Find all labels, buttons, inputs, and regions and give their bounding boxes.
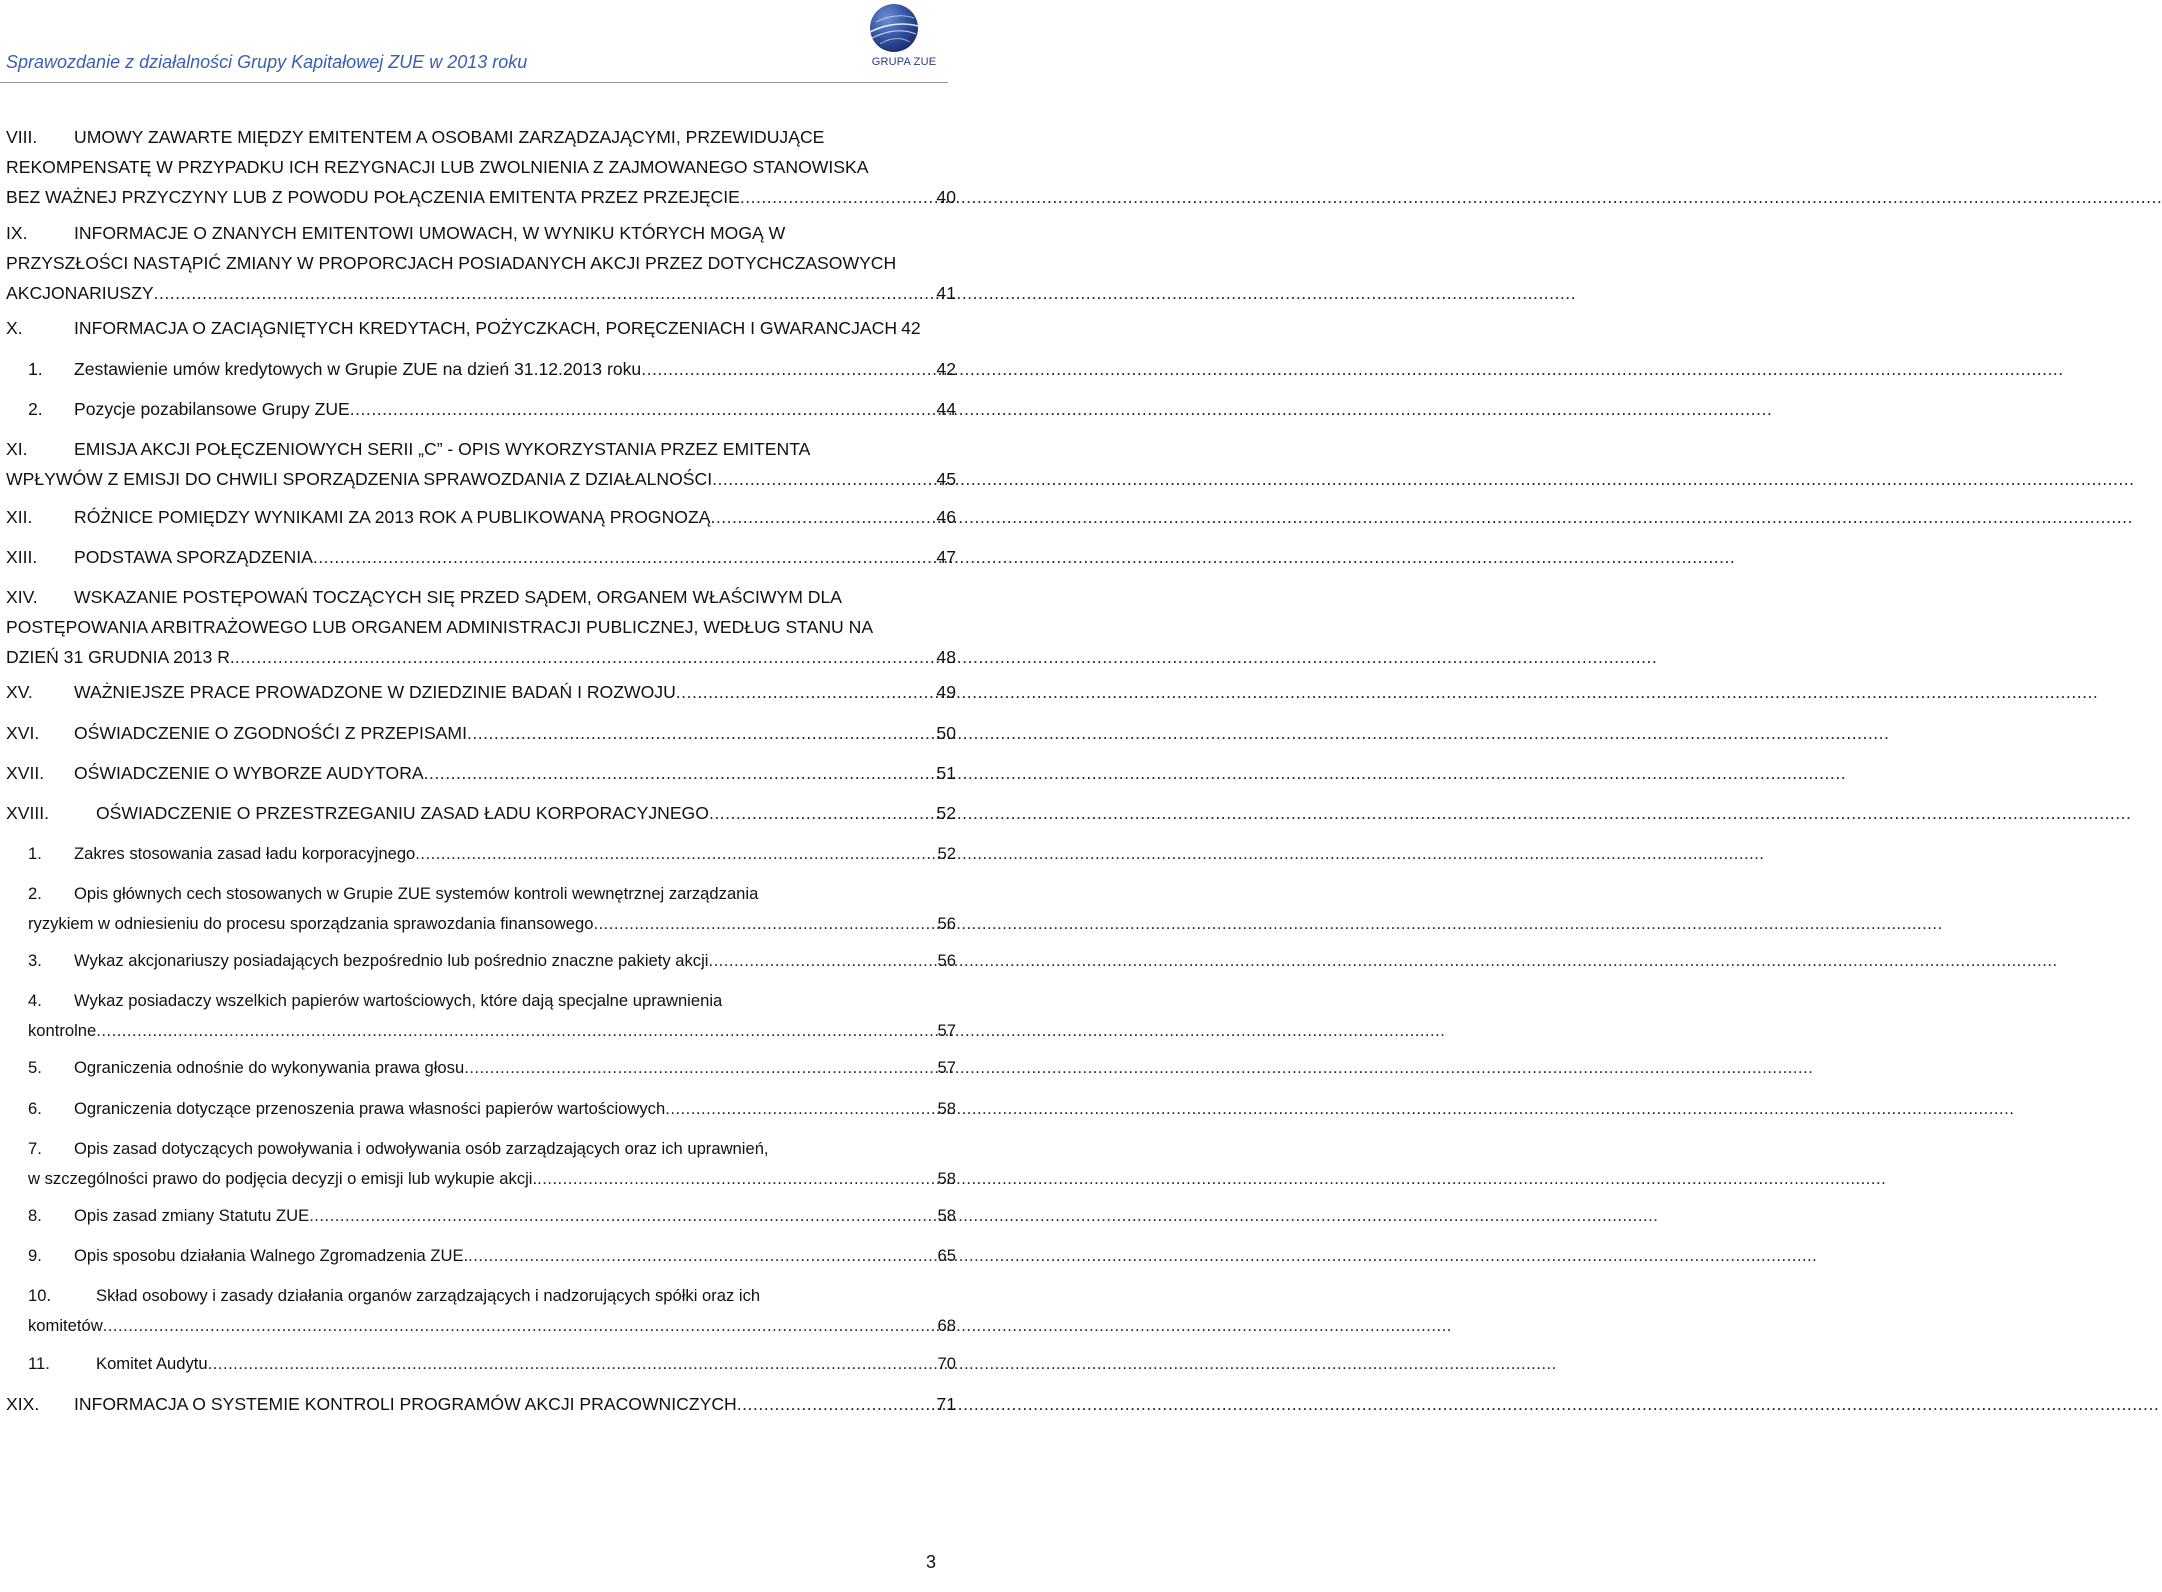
toc-entry-text: Pozycje pozabilansowe Grupy ZUE bbox=[74, 399, 350, 419]
toc-page-number: 40 bbox=[936, 187, 956, 207]
toc-entry[interactable] bbox=[6, 122, 956, 212]
toc-entry-text: OŚWIADCZENIE O PRZESTRZEGANIU ZASAD ŁADU KORPORACYJNEGO bbox=[96, 803, 709, 823]
logo-text: GRUPA ZUE bbox=[871, 56, 937, 68]
toc-leader-dots bbox=[593, 909, 932, 939]
toc-entry[interactable] bbox=[28, 946, 956, 976]
toc-page-number: 42 bbox=[936, 359, 956, 379]
toc-entry[interactable] bbox=[6, 758, 956, 788]
toc-page-number: 65 bbox=[937, 1246, 956, 1265]
toc-entry-text: ryzykiem w odniesieniu do procesu sporządzania sprawozdania finansowego bbox=[28, 914, 594, 933]
toc-entry-text: Komitet Audytu bbox=[96, 1354, 208, 1373]
toc-page-number: 51 bbox=[936, 763, 956, 783]
toc-page-number: 57 bbox=[937, 1058, 956, 1077]
toc-page-number: 56 bbox=[937, 951, 956, 970]
toc-entry[interactable] bbox=[6, 582, 956, 672]
toc-page-number: 41 bbox=[936, 283, 956, 303]
toc-leader-dots bbox=[712, 464, 932, 494]
toc-leader-dots bbox=[96, 1016, 932, 1046]
toc-entry-text: PODSTAWA SPORZĄDZENIA bbox=[74, 547, 313, 567]
toc-entry[interactable] bbox=[28, 1349, 956, 1379]
header-title: Sprawozdanie z działalności Grupy Kapitałowej ZUE w 2013 roku bbox=[6, 52, 528, 72]
toc-page-number: 49 bbox=[936, 682, 956, 702]
toc-page-number: 42 bbox=[901, 318, 921, 338]
toc-leader-dots bbox=[641, 354, 932, 384]
toc-entry[interactable] bbox=[28, 1241, 956, 1271]
toc-entry[interactable] bbox=[6, 798, 956, 828]
toc-entry-text: BEZ WAŻNEJ PRZYCZYNY LUB Z POWODU POŁĄCZENIA EMITENTA PRZEZ PRZEJĘCIE bbox=[6, 187, 740, 207]
toc-entry-number: 7. bbox=[28, 1139, 42, 1158]
toc-entry-text: Skład osobowy i zasady działania organów zarządzających i nadzorujących spółki oraz ich bbox=[96, 1286, 761, 1305]
toc-entry[interactable] bbox=[28, 986, 956, 1046]
toc-page-number: 57 bbox=[937, 1021, 956, 1040]
toc-leader-dots bbox=[710, 502, 932, 532]
toc-entry[interactable] bbox=[6, 313, 956, 343]
toc-entry[interactable] bbox=[28, 354, 956, 384]
toc-entry-text: UMOWY ZAWARTE MIĘDZY EMITENTEM A OSOBAMI ZARZĄDZAJĄCYMI, PRZEWIDUJĄCE bbox=[74, 127, 825, 147]
toc-entry-text: Ograniczenia dotyczące przenoszenia prawa własności papierów wartościowych bbox=[74, 1099, 666, 1118]
toc-entry-text: Ograniczenia odnośnie do wykonywania prawa głosu bbox=[74, 1058, 465, 1077]
toc-entry[interactable] bbox=[6, 718, 956, 748]
toc-entry[interactable] bbox=[28, 1201, 956, 1231]
toc-entry[interactable] bbox=[28, 394, 956, 424]
toc-entry-text: Zestawienie umów kredytowych w Grupie ZUE na dzień 31.12.2013 roku bbox=[74, 359, 642, 379]
toc-entry-number: 4. bbox=[28, 991, 42, 1010]
toc-entry-text: WAŻNIEJSZE PRACE PROWADZONE W DZIEDZINIE BADAŃ I ROZWOJU bbox=[74, 682, 676, 702]
toc-entry-text: komitetów bbox=[28, 1316, 103, 1335]
toc-leader-dots bbox=[309, 1201, 932, 1231]
toc-leader-dots bbox=[676, 677, 932, 707]
toc-leader-dots bbox=[665, 1094, 932, 1124]
toc-leader-dots bbox=[208, 1349, 932, 1379]
toc-leader-dots bbox=[467, 718, 932, 748]
globe-logo-icon bbox=[866, 2, 922, 58]
toc-leader-dots bbox=[415, 839, 932, 869]
toc-page-number: 50 bbox=[936, 723, 956, 743]
toc-page-number: 52 bbox=[937, 844, 956, 863]
toc-entry-number: XVIII. bbox=[6, 803, 50, 823]
toc-entry-text: Opis zasad dotyczących powoływania i odwoływania osób zarządzających oraz ich uprawnień, bbox=[74, 1139, 769, 1158]
toc-entry-number: XVII. bbox=[6, 763, 45, 783]
toc-entry[interactable] bbox=[28, 1053, 956, 1083]
toc-entry-number: 1. bbox=[28, 844, 42, 863]
toc-entry-text: EMISJA AKCJI POŁĘCZENIOWYCH SERII „C” - OPIS WYKORZYSTANIA PRZEZ EMITENTA bbox=[74, 439, 811, 459]
page-number: 3 bbox=[926, 1552, 937, 1572]
header-divider bbox=[0, 82, 948, 83]
toc-entry-number: 10. bbox=[28, 1286, 52, 1305]
toc-page-number: 47 bbox=[936, 547, 956, 567]
toc-entry-number: X. bbox=[6, 318, 23, 338]
toc-entry-number: 1. bbox=[28, 359, 43, 379]
grupa-zue-logo bbox=[858, 2, 948, 74]
toc-leader-dots bbox=[424, 758, 932, 788]
toc-page-number: 45 bbox=[936, 469, 956, 489]
toc-leader-dots bbox=[464, 1053, 932, 1083]
toc-entry[interactable] bbox=[28, 1281, 956, 1341]
toc-page-number: 52 bbox=[936, 803, 956, 823]
toc-entry[interactable] bbox=[28, 1094, 956, 1124]
toc-leader-dots bbox=[708, 946, 932, 976]
toc-entry-number: 3. bbox=[28, 951, 42, 970]
toc-entry-number: 11. bbox=[28, 1354, 50, 1373]
toc-entry-text: w szczególności prawo do podjęcia decyzji o emisji lub wykupie akcji. bbox=[28, 1169, 538, 1188]
toc-entry-text: Wykaz posiadaczy wszelkich papierów wartościowych, które dają specjalne uprawnienia bbox=[74, 991, 723, 1010]
toc-entry-text: kontrolne bbox=[28, 1021, 97, 1040]
toc-entry-number: IX. bbox=[6, 223, 28, 243]
toc-entry-text: POSTĘPOWANIA ARBITRAŻOWEGO LUB ORGANEM ADMINISTRACJI PUBLICZNEJ, WEDŁUG STANU NA bbox=[6, 617, 874, 637]
toc-page-number: 71 bbox=[936, 1394, 956, 1414]
toc-entry-text: AKCJONARIUSZY bbox=[6, 283, 154, 303]
toc-entry-number: 5. bbox=[28, 1058, 42, 1077]
toc-entry-number: 9. bbox=[28, 1246, 42, 1265]
toc-leader-dots bbox=[313, 542, 932, 572]
toc-entry[interactable] bbox=[6, 1389, 956, 1419]
toc-entry[interactable] bbox=[28, 879, 956, 939]
toc-page-number: 48 bbox=[936, 647, 956, 667]
toc-entry[interactable] bbox=[6, 434, 956, 494]
toc-page-number: 56 bbox=[937, 914, 956, 933]
toc-leader-dots bbox=[709, 798, 932, 828]
toc-page-number: 44 bbox=[936, 399, 956, 419]
toc-entry-text: REKOMPENSATĘ W PRZYPADKU ICH REZYGNACJI LUB ZWOLNIENIA Z ZAJMOWANEGO STANOWISKA bbox=[6, 157, 869, 177]
toc-entry[interactable] bbox=[6, 502, 956, 532]
toc-leader-dots bbox=[737, 1389, 932, 1419]
toc-entry[interactable] bbox=[28, 839, 956, 869]
toc-entry[interactable] bbox=[6, 218, 956, 308]
toc-entry-text: OŚWIADCZENIE O WYBORZE AUDYTORA bbox=[74, 763, 424, 783]
toc-entry-text: DZIEŃ 31 GRUDNIA 2013 R. bbox=[6, 647, 235, 667]
toc-entry[interactable] bbox=[6, 542, 956, 572]
toc-entry[interactable] bbox=[28, 1134, 956, 1194]
toc-page-number: 70 bbox=[937, 1354, 956, 1373]
toc-entry-text: OŚWIADCZENIE O ZGODNOŚĆI Z PRZEPISAMI bbox=[74, 723, 467, 743]
toc-entry-text: Opis głównych cech stosowanych w Grupie ZUE systemów kontroli wewnętrznej zarządzania bbox=[74, 884, 759, 903]
toc-page-number: 46 bbox=[936, 507, 956, 527]
toc-entry-text: Opis zasad zmiany Statutu ZUE bbox=[74, 1206, 310, 1225]
toc-leader-dots bbox=[537, 1164, 932, 1194]
toc-entry-number: XIII. bbox=[6, 547, 38, 567]
toc-entry-number: 8. bbox=[28, 1206, 42, 1225]
toc-entry-number: XIV. bbox=[6, 587, 38, 607]
toc-entry-number: XI. bbox=[6, 439, 28, 459]
toc-leader-dots bbox=[350, 394, 932, 424]
toc-entry-text: Zakres stosowania zasad ładu korporacyjnego bbox=[74, 844, 416, 863]
toc-page-number: 68 bbox=[937, 1316, 956, 1335]
toc-leader-dots bbox=[468, 1241, 932, 1271]
toc-entry[interactable] bbox=[6, 677, 956, 707]
toc-entry-text: PRZYSZŁOŚCI NASTĄPIĆ ZMIANY W PROPORCJACH POSIADANYCH AKCJI PRZEZ DOTYCHCZASOWYCH bbox=[6, 253, 897, 273]
toc-page-number: 58 bbox=[937, 1099, 956, 1118]
toc-entry-number: 2. bbox=[28, 399, 43, 419]
toc-entry-number: XIX. bbox=[6, 1394, 40, 1414]
toc-entry-number: 2. bbox=[28, 884, 42, 903]
toc-entry-text: INFORMACJE O ZNANYCH EMITENTOWI UMOWACH, W WYNIKU KTÓRYCH MOGĄ W bbox=[74, 223, 786, 243]
toc-entry-number: XV. bbox=[6, 682, 33, 702]
toc-entry-number: XII. bbox=[6, 507, 33, 527]
toc-entry-text: INFORMACJA O ZACIĄGNIĘTYCH KREDYTACH, POŻYCZKACH, PORĘCZENIACH I GWARANCJACH bbox=[74, 318, 898, 338]
toc-leader-dots bbox=[235, 642, 932, 672]
toc-entry-text: RÓŻNICE POMIĘDZY WYNIKAMI ZA 2013 ROK A PUBLIKOWANĄ PROGNOZĄ bbox=[74, 507, 711, 527]
toc-entry-text: Wykaz akcjonariuszy posiadających bezpośrednio lub pośrednio znaczne pakiety akcji bbox=[74, 951, 709, 970]
toc-entry-number: 6. bbox=[28, 1099, 42, 1118]
toc-page-number: 58 bbox=[937, 1169, 956, 1188]
toc-entry-text: WPŁYWÓW Z EMISJI DO CHWILI SPORZĄDZENIA SPRAWOZDANIA Z DZIAŁALNOŚCI bbox=[6, 469, 713, 489]
page-header bbox=[0, 0, 960, 90]
toc-entry-text: INFORMACJA O SYSTEMIE KONTROLI PROGRAMÓW AKCJI PRACOWNICZYCH bbox=[74, 1394, 737, 1414]
toc-entry-number: VIII. bbox=[6, 127, 38, 147]
toc-entry-text: Opis sposobu działania Walnego Zgromadzenia ZUE. bbox=[74, 1246, 469, 1265]
toc-entry-text: WSKAZANIE POSTĘPOWAŃ TOCZĄCYCH SIĘ PRZED SĄDEM, ORGANEM WŁAŚCIWYM DLA bbox=[74, 587, 843, 607]
toc-leader-dots bbox=[103, 1311, 932, 1341]
toc-entry-number: XVI. bbox=[6, 723, 40, 743]
toc-leader-dots bbox=[740, 182, 932, 212]
toc-page-number: 58 bbox=[937, 1206, 956, 1225]
toc-leader-dots bbox=[154, 278, 932, 308]
